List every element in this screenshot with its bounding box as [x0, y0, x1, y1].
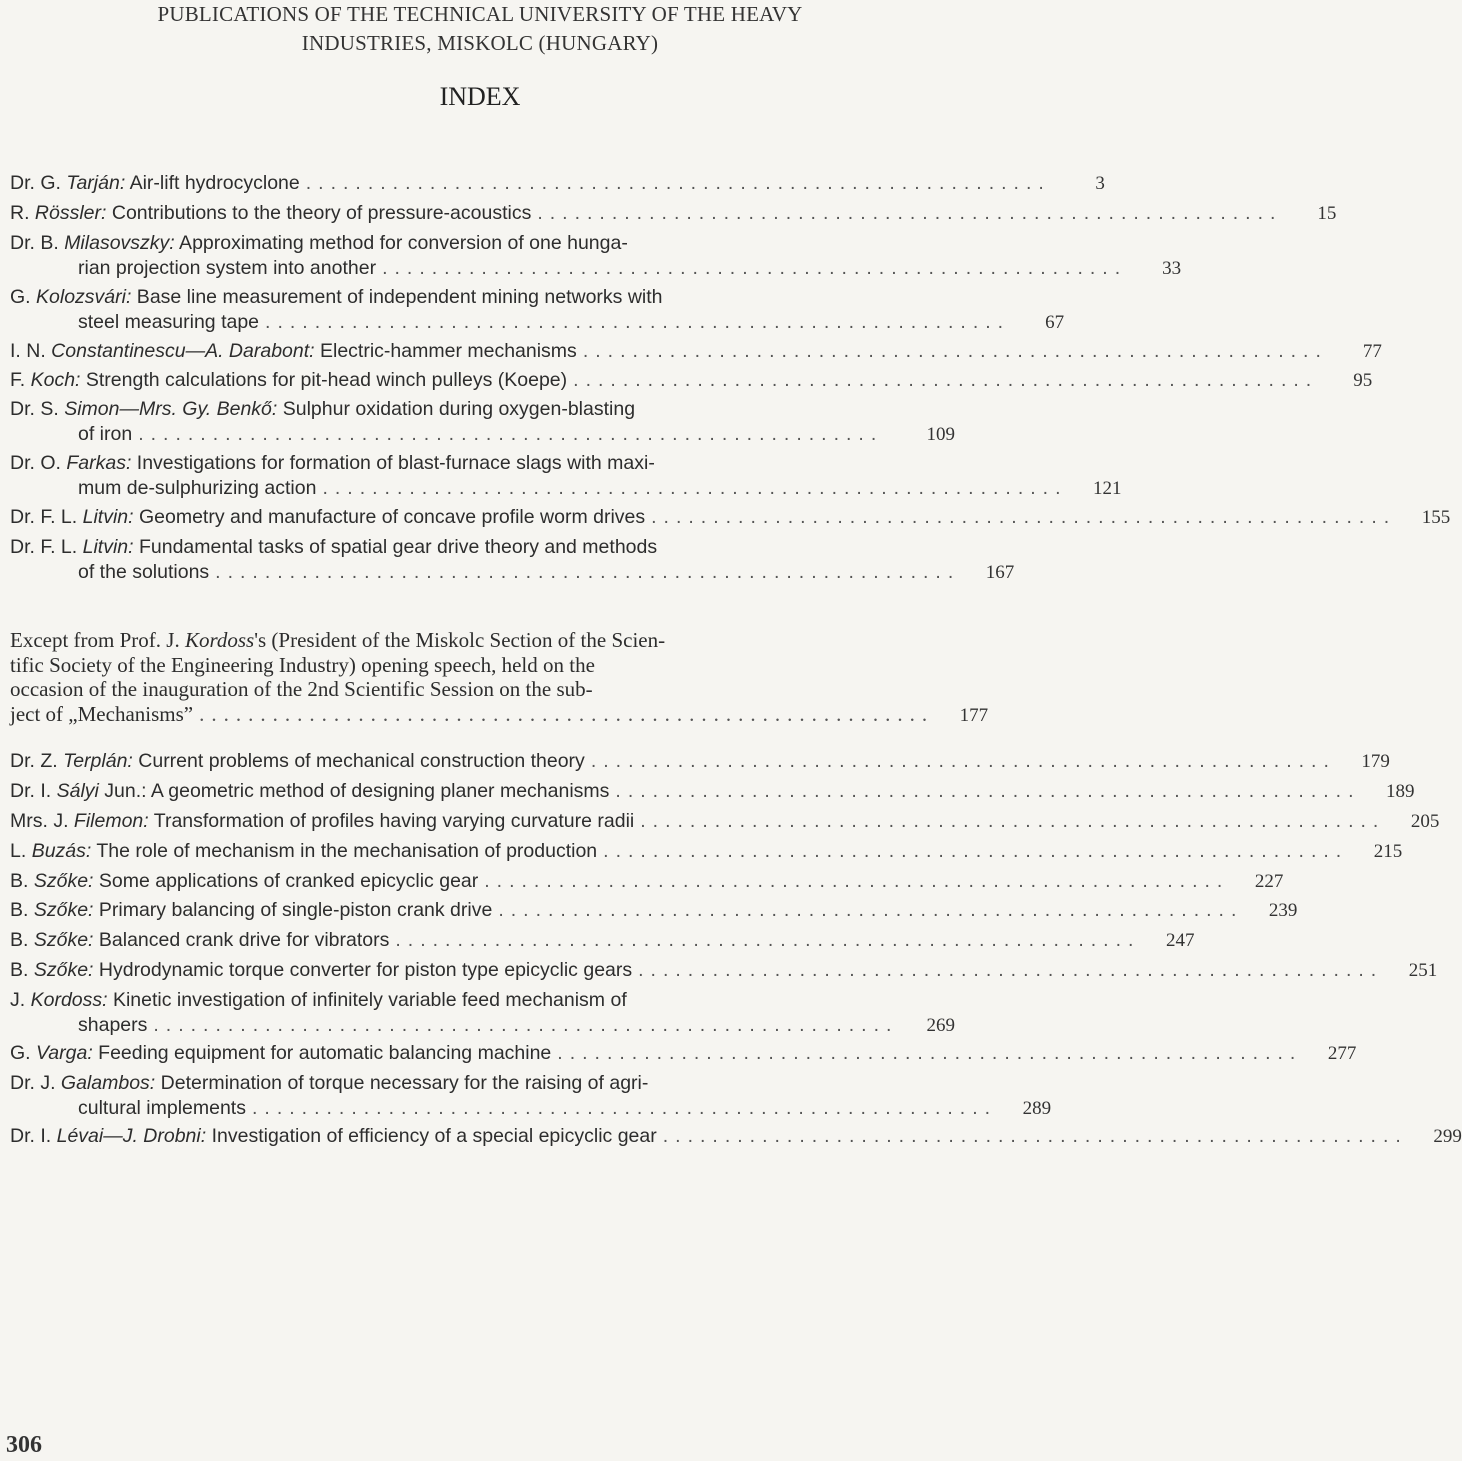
- toc-entry: [10, 839, 1403, 865]
- toc-entry-line: [10, 339, 1382, 365]
- entry-author: Milasovszky:: [64, 232, 175, 254]
- toc-entry-line: [10, 1041, 1357, 1067]
- toc-entry-line: [10, 958, 1438, 984]
- toc-entry-text: [10, 869, 478, 894]
- entry-title-text: occasion of the inauguration of the 2nd Scientific Session on the sub-: [10, 677, 593, 701]
- leader-dots: ............................................................: [251, 1096, 998, 1119]
- entry-title-text: Geometry and manufacture of concave profile worm drives: [133, 506, 646, 528]
- entry-prefix: B.: [10, 929, 34, 951]
- entry-prefix: B.: [10, 899, 34, 921]
- toc-entry-text: [10, 505, 645, 530]
- toc-entry-text: [10, 1041, 551, 1066]
- entry-title-text: shapers: [78, 1013, 148, 1036]
- toc-entry-text: [10, 928, 389, 953]
- toc-entry-text: [10, 677, 593, 702]
- entry-page-number: 167: [985, 561, 1015, 583]
- entry-title-text: Some applications of cranked epicyclic gear: [93, 870, 479, 892]
- entry-prefix: G.: [10, 1042, 37, 1064]
- entry-page-number: 215: [1373, 841, 1403, 862]
- toc-entry-text: [10, 1013, 147, 1038]
- toc-entry-line: [10, 231, 955, 256]
- toc-entry: [10, 628, 989, 728]
- entry-page-number: 205: [1410, 811, 1440, 832]
- entry-title-text: Hydrodynamic torque converter for piston type epicyclic gears: [93, 959, 633, 981]
- toc-entry-line: [10, 422, 955, 448]
- entry-title-text: Kinetic investigation of infinitely variable feed mechanism of: [107, 989, 627, 1011]
- entry-prefix: B.: [10, 959, 34, 981]
- toc-entry-text: [10, 1096, 246, 1121]
- leader-dots: ............................................................: [615, 780, 1361, 802]
- toc-entry: [10, 988, 955, 1038]
- toc-entry: [10, 201, 1337, 227]
- entry-title-text: Electric-hammer mechanisms: [314, 340, 577, 362]
- entry-page-number: 95: [1353, 370, 1373, 391]
- toc-entry-line: [10, 171, 1105, 197]
- entry-page-number: 179: [1361, 751, 1390, 772]
- toc-entry-text: [10, 339, 577, 364]
- entry-page-number: 277: [1327, 1043, 1357, 1064]
- toc-entry-line: [10, 677, 955, 702]
- toc-entry: [10, 928, 1195, 954]
- toc-entry: [10, 368, 1373, 394]
- toc-entry-line: [10, 653, 955, 678]
- entry-title-text: Determination of torque necessary for the raising of agri-: [155, 1072, 649, 1094]
- entry-title-text: Feeding equipment for automatic balancing machine: [92, 1042, 552, 1064]
- toc-entry-line: [10, 1124, 1462, 1150]
- entry-title-text: Strength calculations for pit-head winch pulleys (Koepe): [80, 369, 568, 391]
- entry-page-number: 3: [1095, 173, 1105, 194]
- leader-dots: ............................................................: [215, 560, 961, 583]
- toc-entry-line: [10, 505, 1451, 531]
- index-title: INDEX: [439, 82, 521, 111]
- toc-entry-text: [10, 1071, 648, 1096]
- toc-entry-text: [10, 368, 567, 393]
- toc-entry-line: [10, 256, 1182, 282]
- entry-title-text: Sulphur oxidation during oxygen-blasting: [277, 398, 636, 420]
- page-number: 306: [6, 1432, 42, 1458]
- entry-prefix: Mrs. J.: [10, 810, 74, 832]
- toc-entry-text: [10, 397, 635, 422]
- leader-dots: ............................................................: [640, 810, 1386, 832]
- entry-title-text: Fundamental tasks of spatial gear drive theory and methods: [133, 536, 658, 558]
- leader-dots: ............................................................: [638, 959, 1384, 981]
- toc-entry: [10, 958, 1438, 984]
- entry-page-number: 155: [1421, 507, 1451, 528]
- entry-author: Kordoss: [184, 628, 255, 652]
- toc-entry-line: [10, 749, 1390, 775]
- entry-prefix: Dr. O.: [10, 452, 67, 474]
- toc-entry-line: [10, 809, 1440, 835]
- toc-entry-text: [10, 231, 628, 256]
- leader-dots: ............................................................: [582, 340, 1328, 362]
- toc-entry: [10, 397, 955, 447]
- entry-title-text: Current problems of mechanical construction theory: [132, 750, 585, 772]
- header-line-1: PUBLICATIONS OF THE TECHNICAL UNIVERSITY OF THE HEAVY: [157, 2, 803, 26]
- toc-entry-line: [10, 1096, 1052, 1122]
- toc-entry-line: [10, 285, 955, 310]
- entry-page-number: 67: [1045, 311, 1065, 333]
- entry-prefix: Dr. J.: [10, 1072, 61, 1094]
- toc-entry: [10, 171, 1105, 197]
- entry-title-text: cultural implements: [78, 1096, 246, 1119]
- toc-entry: [10, 809, 1440, 835]
- toc-entry-text: [10, 898, 492, 923]
- toc-entry: [10, 1124, 1462, 1150]
- leader-dots: ............................................................: [590, 750, 1336, 772]
- toc-entry-line: [10, 628, 955, 653]
- entry-author: Rössler:: [34, 202, 107, 224]
- toc-entry-line: [10, 201, 1337, 227]
- toc-entry: [10, 339, 1382, 365]
- toc-entry-text: [10, 779, 609, 804]
- toc-entry: [10, 869, 1284, 895]
- toc-entry: [10, 231, 1182, 281]
- entry-title-text: Contributions to the theory of pressure-acoustics: [106, 202, 532, 224]
- toc-entry-text: [10, 171, 300, 196]
- entry-title-text: tific Society of the Engineering Industry) opening speech, held on the: [10, 652, 595, 677]
- entry-page-number: 239: [1268, 900, 1298, 921]
- entry-title-text: Approximating method for conversion of one hunga-: [174, 232, 628, 254]
- entry-title-text: of iron: [78, 422, 133, 445]
- entry-prefix: L.: [10, 840, 32, 862]
- entry-author: Terplán:: [63, 750, 133, 772]
- entry-author: Tarján:: [66, 172, 126, 194]
- header-line-2: INDUSTRIES, MISKOLC (HUNGARY): [301, 31, 659, 55]
- entry-author: Koch:: [30, 369, 81, 391]
- toc-entry: [10, 505, 1451, 531]
- entry-author: Filemon:: [73, 810, 149, 832]
- entry-author: Litvin:: [82, 536, 134, 558]
- leader-dots: ............................................................: [662, 1125, 1408, 1147]
- entry-page-number: 15: [1317, 203, 1337, 224]
- toc-entry-text: [10, 809, 634, 834]
- entry-author: Szőke:: [33, 959, 94, 981]
- entry-prefix: Except from Prof. J.: [10, 628, 185, 652]
- toc-entry: [10, 451, 1122, 501]
- toc-entry-line: [10, 779, 1415, 805]
- toc-entry-text: [10, 988, 627, 1013]
- leader-dots: ............................................................: [395, 929, 1141, 951]
- toc-entry: [10, 285, 1065, 335]
- entry-prefix: Dr. Z.: [10, 750, 64, 772]
- entry-page-number: 251: [1408, 960, 1438, 981]
- toc-entry: [10, 898, 1298, 924]
- toc-entry-text: [10, 476, 316, 501]
- toc-entry: [10, 1071, 1052, 1121]
- toc-entry-line: [10, 310, 1065, 336]
- entry-page-number: 189: [1386, 781, 1415, 802]
- toc-entry-text: [10, 535, 657, 560]
- toc-entry: [10, 535, 1015, 585]
- entry-author: Constantinescu—A. Darabont:: [51, 340, 315, 362]
- toc-entry-line: [10, 898, 1298, 924]
- entry-author: Buzás:: [31, 840, 92, 862]
- entry-title-text: mum de-sulphurizing action: [78, 476, 317, 499]
- toc-entry-text: [10, 201, 531, 226]
- leader-dots: ............................................................: [498, 899, 1244, 921]
- entry-author: Lévai—J. Drobni:: [56, 1125, 207, 1147]
- leader-dots: ............................................................: [537, 202, 1283, 224]
- toc-entry-line: [10, 928, 1195, 954]
- leader-dots: ............................................................: [651, 506, 1397, 528]
- entry-prefix: Dr. F. L.: [10, 506, 83, 528]
- entry-page-number: 227: [1254, 871, 1284, 892]
- toc-entry-text: [10, 958, 632, 983]
- entry-author: Simon—Mrs. Gy. Benkő:: [64, 398, 278, 420]
- toc-entry-line: [10, 535, 955, 560]
- entry-page-number: 289: [1022, 1097, 1052, 1119]
- entry-title-text: 's (President of the Miskolc Section of the Scien-: [254, 628, 666, 652]
- entry-author: Szőke:: [33, 870, 94, 892]
- entry-prefix: F.: [10, 369, 31, 391]
- entry-author: Varga:: [36, 1042, 93, 1064]
- entry-page-number: 77: [1362, 341, 1382, 362]
- entry-author: Kordoss:: [30, 989, 108, 1011]
- entry-page-number: 33: [1162, 257, 1182, 279]
- entry-author: Szőke:: [33, 929, 94, 951]
- entry-page-number: 109: [926, 423, 955, 445]
- entry-page-number: 269: [926, 1014, 955, 1036]
- entry-title-text: Transformation of profiles having varying curvature radii: [148, 810, 635, 832]
- entry-title-text: Base line measurement of independent mining networks with: [131, 286, 663, 308]
- entry-prefix: Dr. I.: [10, 1125, 57, 1147]
- entry-page-number: 121: [1093, 477, 1122, 499]
- entry-author: Litvin:: [82, 506, 134, 528]
- entry-title-text: Jun.: A geometric method of designing planer mechanisms: [98, 780, 610, 802]
- toc-entry-line: [10, 1071, 955, 1096]
- entry-title-text: Primary balancing of single-piston crank drive: [93, 899, 493, 921]
- entry-author: Sályi: [56, 780, 99, 802]
- toc-entry-text: [10, 451, 655, 476]
- entry-prefix: Dr. S.: [10, 398, 65, 420]
- entry-prefix: Dr. I.: [10, 780, 57, 802]
- leader-dots: ............................................................: [603, 840, 1349, 862]
- entry-title-text: of the solutions: [78, 560, 210, 583]
- entry-title-text: Air-lift hydrocyclone: [125, 172, 300, 194]
- toc-entry-text: [10, 422, 132, 447]
- toc-entry-text: [10, 749, 585, 774]
- leader-dots: ............................................................: [382, 256, 1128, 279]
- toc-entry-text: [10, 256, 376, 281]
- toc-entry-line: [10, 368, 1373, 394]
- entry-prefix: I. N.: [10, 340, 52, 362]
- leader-dots: ............................................................: [573, 369, 1319, 391]
- entry-title-text: Investigation of efficiency of a special epicyclic gear: [206, 1125, 657, 1147]
- leader-dots: ............................................................: [305, 172, 1051, 194]
- entry-prefix: B.: [10, 870, 34, 892]
- entry-prefix: G.: [10, 286, 37, 308]
- toc-entry-line: [10, 451, 955, 476]
- toc-entry: [10, 779, 1415, 805]
- toc-entry-line: [10, 869, 1284, 895]
- entry-title-text: rian projection system into another: [78, 256, 377, 279]
- entry-title-text: Balanced crank drive for vibrators: [93, 929, 390, 951]
- entry-author: Kolozsvári:: [36, 286, 132, 308]
- leader-dots: ............................................................: [557, 1042, 1303, 1064]
- toc-entry-text: [10, 653, 595, 678]
- entry-author: Szőke:: [33, 899, 94, 921]
- entry-page-number: 247: [1165, 930, 1195, 951]
- entry-prefix: Dr. F. L.: [10, 536, 83, 558]
- toc-entry: [10, 1041, 1357, 1067]
- toc-entry-text: [10, 839, 597, 864]
- entry-author: Farkas:: [66, 452, 132, 474]
- leader-dots: ............................................................: [199, 701, 935, 726]
- toc-entry-line: [10, 701, 989, 729]
- leader-dots: ............................................................: [484, 870, 1230, 892]
- toc-entry-line: [10, 839, 1403, 865]
- leader-dots: ............................................................: [138, 422, 884, 445]
- entry-prefix: R.: [10, 202, 35, 224]
- toc-entry-text: [10, 285, 663, 310]
- toc-entry-line: [10, 988, 955, 1013]
- entry-title-text: ject of „Mechanisms”: [10, 701, 194, 726]
- toc-entry-text: [10, 1124, 657, 1149]
- toc-entry: [10, 749, 1390, 775]
- entry-prefix: Dr. B.: [10, 232, 65, 254]
- toc-entry-line: [10, 560, 1015, 586]
- toc-entry-line: [10, 476, 1122, 502]
- toc-entry-line: [10, 397, 955, 422]
- entry-page-number: 299: [1433, 1126, 1462, 1147]
- entry-author: Galambos:: [60, 1072, 156, 1094]
- leader-dots: ............................................................: [322, 476, 1068, 499]
- toc-entry-text: [10, 628, 665, 653]
- toc-entry-text: [10, 310, 259, 335]
- leader-dots: ............................................................: [153, 1013, 899, 1036]
- entry-prefix: J.: [10, 989, 31, 1011]
- toc-entry-text: [10, 560, 209, 585]
- entry-prefix: Dr. G.: [10, 172, 67, 194]
- entry-page-number: 177: [959, 704, 989, 726]
- toc-entry-text: [10, 702, 193, 727]
- toc-entry-line: [10, 1013, 955, 1039]
- entry-title-text: steel measuring tape: [78, 310, 260, 333]
- entry-title-text: Investigations for formation of blast-furnace slags with maxi-: [131, 452, 655, 474]
- entry-title-text: The role of mechanism in the mechanisation of production: [91, 840, 598, 862]
- leader-dots: ............................................................: [265, 310, 1011, 333]
